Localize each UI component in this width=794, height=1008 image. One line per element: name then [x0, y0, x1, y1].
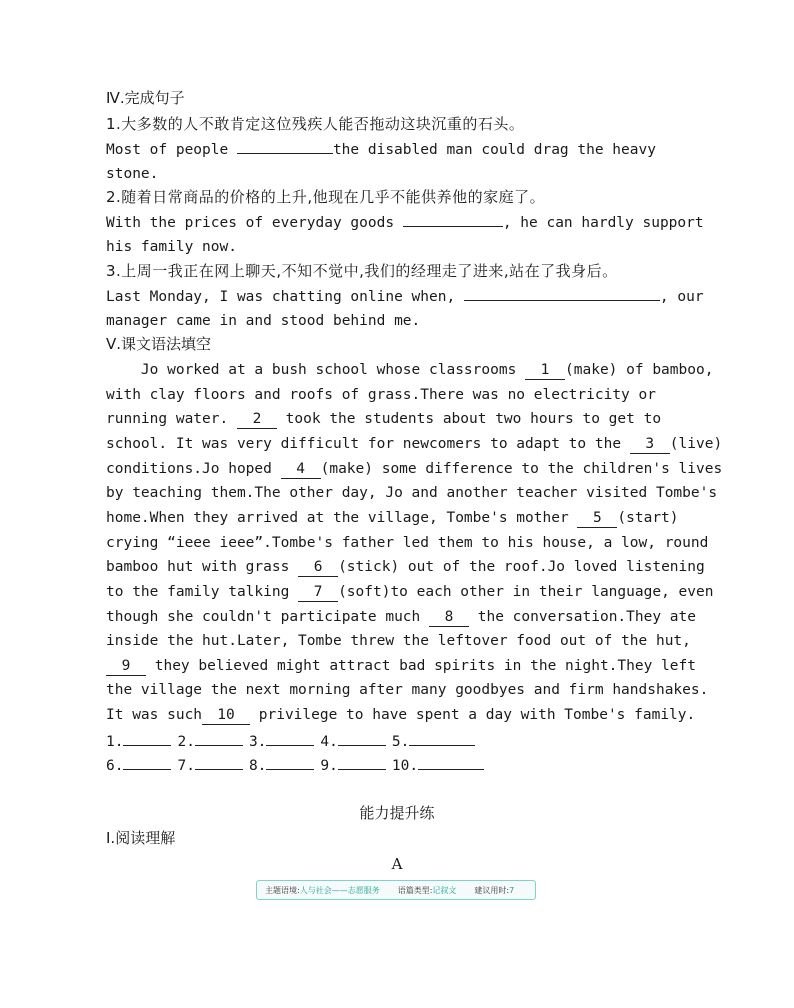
answer-blank[interactable]	[266, 731, 314, 746]
q3-blank[interactable]	[464, 286, 660, 301]
section-4-title: Ⅳ.完成句子	[106, 89, 185, 107]
passage-line	[106, 409, 661, 429]
section-5-title: Ⅴ.课文语法填空	[106, 335, 212, 353]
answer-label: 8.	[248, 758, 267, 774]
answer-blank[interactable]	[266, 755, 314, 770]
blank-9[interactable]: 9	[106, 657, 146, 676]
topic-info-bar	[256, 880, 536, 900]
genre-type: 语篇类型:记叙文	[397, 885, 457, 895]
passage-text: to the family talking	[106, 583, 299, 600]
passage-text: (live)	[669, 435, 723, 452]
passage-text: (start)	[617, 509, 679, 526]
suggested-time: 建议用时:7	[474, 885, 515, 895]
answer-label: 6.	[106, 758, 124, 774]
passage-text: It was such	[106, 707, 203, 724]
answer-label: 7.	[177, 758, 195, 774]
q3-english	[106, 286, 704, 307]
answer-blank[interactable]	[409, 731, 475, 746]
passage-text: by teaching them.The other day, Jo and another teacher visited Tombe's	[106, 485, 718, 502]
passage-text: (make) some difference to the children's lives	[320, 460, 723, 477]
answer-label: 9.	[320, 758, 338, 774]
passage-text: home.When they arrived at the village, Tombe's mother	[106, 509, 578, 526]
passage-text: the village the next morning after many goodbyes and firm handshakes.	[106, 682, 709, 699]
q3-text-b: , our	[659, 289, 704, 305]
q1-english	[106, 139, 656, 160]
passage-text: (soft)to each other in their language, even	[338, 583, 714, 600]
passage-line	[106, 582, 713, 602]
answer-label: 3.	[248, 734, 267, 750]
passage-text: (stick) out of the roof.Jo loved listening	[338, 559, 705, 576]
q1-text-a: Most of people	[106, 142, 237, 158]
answer-row-2	[106, 755, 490, 776]
blank-6[interactable]: 6	[298, 558, 338, 577]
answer-blank[interactable]	[195, 731, 243, 746]
answer-label: 1.	[106, 734, 124, 750]
passage-text: school. It was very difficult for newcomers to adapt to the	[106, 435, 630, 452]
passage-text: they believed might attract bad spirits in the night.They left	[146, 657, 696, 674]
passage-text: took the students about two hours to get to	[276, 411, 662, 428]
passage-line	[106, 459, 722, 479]
passage-text: the conversation.They ate	[469, 608, 696, 625]
q3-chinese: 3.上周一我正在网上聊天,不知不觉中,我们的经理走了进来,站在了我身后。	[106, 262, 618, 280]
passage-line	[106, 680, 708, 700]
answer-label: 4.	[320, 734, 338, 750]
blank-7[interactable]: 7	[298, 583, 338, 602]
q2-chinese: 2.随着日常商品的价格的上升,他现在几乎不能供养他的家庭了。	[106, 188, 546, 206]
passage-text: (make) of bamboo,	[565, 362, 714, 378]
passage-line	[106, 360, 713, 380]
passage-line	[106, 434, 722, 454]
q2-text-b: , he can hardly support	[502, 215, 704, 231]
q2-blank[interactable]	[403, 212, 503, 227]
q1-text-c: stone.	[106, 166, 159, 182]
answer-row-1	[106, 731, 481, 752]
passage-text: privilege to have spent a day with Tombe's family.	[250, 707, 696, 724]
passage-text: inside the hut.Later, Tombe threw the leftover food out of the hut,	[106, 633, 691, 650]
passage-line	[106, 557, 705, 577]
topic-context: 主题语境:人与社会——志愿服务	[265, 885, 380, 895]
blank-3[interactable]: 3	[630, 435, 670, 454]
passage-text: crying “ieee ieee”.Tombe's father led them to his house, a low, round	[106, 534, 709, 551]
passage-text: running water.	[106, 411, 237, 428]
answer-blank[interactable]	[123, 755, 171, 770]
answer-label: 2.	[177, 734, 195, 750]
passage-line	[106, 705, 695, 725]
ability-section-title: 能力提升练	[359, 804, 435, 822]
blank-4[interactable]: 4	[281, 460, 321, 479]
blank-2[interactable]: 2	[237, 410, 277, 429]
answer-label: 5.	[391, 734, 410, 750]
passage-line	[106, 607, 696, 627]
q3-text-a: Last Monday, I was chatting online when,	[106, 289, 464, 305]
q2-english	[106, 212, 704, 233]
answer-blank[interactable]	[338, 755, 386, 770]
passage-line	[106, 483, 717, 503]
blank-10[interactable]: 10	[202, 706, 250, 725]
answer-label: 10.	[391, 758, 419, 774]
passage-text: conditions.Jo hoped	[106, 460, 281, 477]
passage-line	[106, 533, 708, 553]
passage-text: Jo worked at a bush school whose classrooms	[106, 362, 526, 378]
passage-line	[106, 631, 691, 651]
q2-text-a: With the prices of everyday goods	[106, 215, 403, 231]
blank-1[interactable]: 1	[525, 361, 565, 380]
passage-line	[106, 385, 656, 405]
answer-blank[interactable]	[338, 731, 386, 746]
q1-blank[interactable]	[237, 139, 333, 154]
answer-blank[interactable]	[418, 755, 484, 770]
passage-line	[106, 656, 696, 676]
answer-blank[interactable]	[195, 755, 243, 770]
blank-5[interactable]: 5	[577, 509, 617, 528]
q1-chinese: 1.大多数的人不敢肯定这位残疾人能否拖动这块沉重的石头。	[106, 115, 525, 133]
reading-comprehension-title: Ⅰ.阅读理解	[106, 829, 176, 847]
q3-text-c: manager came in and stood behind me.	[106, 313, 421, 329]
answer-blank[interactable]	[123, 731, 171, 746]
blank-8[interactable]: 8	[429, 608, 469, 627]
q2-text-c: his family now.	[106, 239, 237, 255]
q1-text-b: the disabled man could drag the heavy	[332, 142, 656, 158]
passage-label: A	[391, 855, 403, 873]
passage-text: though she couldn't participate much	[106, 608, 430, 625]
passage-text: with clay floors and roofs of grass.There was no electricity or	[106, 386, 656, 403]
passage-line	[106, 508, 679, 528]
passage-text: bamboo hut with grass	[106, 559, 299, 576]
